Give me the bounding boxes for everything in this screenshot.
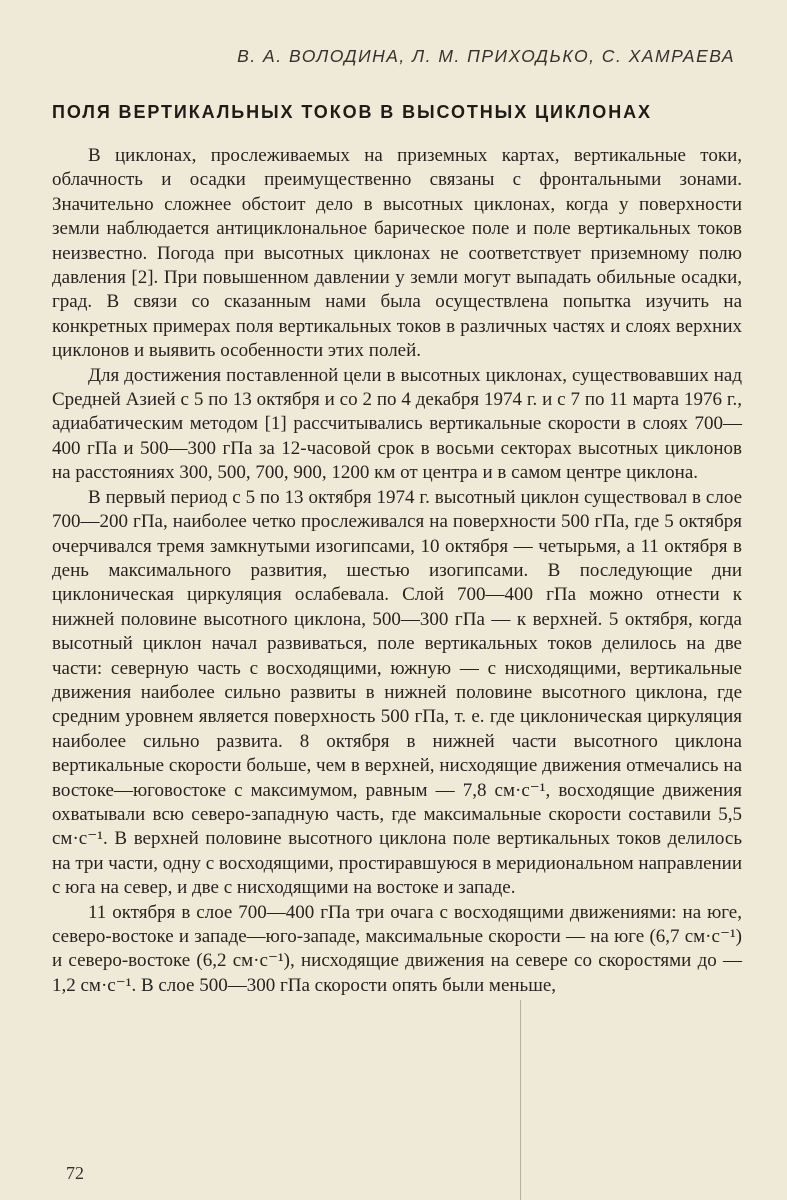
paragraph: 11 октября в слое 700—400 гПа три очага с восходящими движениями: на юге, северо-востоке и западе—юго-западе, максимальные скорости — на юге (6,7 см·с⁻¹) и северо-востоке (6,2 см·с⁻¹), нисходящие движения на севере со скоростями до —1,2 см·с⁻¹. В слое 500—300 гПа скорости опять были меньше, xyxy=(52,901,742,996)
paragraph: Для достижения поставленной цели в высотных циклонах, существовавших над Средней Азией с 5 по 13 октября и со 2 по 4 декабря 1974 г. и с 7 по 11 марта 1976 г., адиабатическим методом [1] рассчитывались вертикальные скорости в слоях 700—400 гПа и 500—300 гПа за 12-часовой срок в восьми секторах высотных циклонов на расстояниях 300, 500, 700, 900, 1200 км от центра и в самом центре циклона. xyxy=(52,364,742,484)
paragraph: В первый период с 5 по 13 октября 1974 г. высотный циклон существовал в слое 700—200 гПа, наиболее четко прослеживался на поверхности 500 гПа, где 5 октября очерчивался тремя замкнутыми изогипсами, 10 октября — четырьмя, а 11 октября в день максимального развития, шестью изогипсами. В последующие дни циклоническая циркуляция ослабевала. Слой 700—400 гПа можно отнести к нижней половине высотного циклона, 500—300 гПа — к верхней. 5 октября, когда высотный циклон начал развиваться, поле вертикальных токов делилось на две части: северную часть с восходящими, южную — с нисходящими, вертикальные движения наиболее сильно развиты в нижней половине высотного циклона, где средним уровнем является поверхность 500 гПа, т. е. где циклоническая циркуляция наиболее сильно развита. 8 октября в нижней части высотного циклона вертикальные скорости больше, чем в верхней, нисходящие движения отмечались на востоке—юговостоке с максимумом, равным — 7,8 см·с⁻¹, восходящие движения охватывали всю северо-западную часть, где максимальные скорости составили 5,5 см·с⁻¹. В верхней половине высотного циклона поле вертикальных токов делилось на три части, одну с восходящими, простиравшуюся в меридиональном направлении с юга на север, и две с нисходящими на востоке и западе. xyxy=(52,486,743,899)
running-header-authors: В. А. ВОЛОДИНА, Л. М. ПРИХОДЬКО, С. ХАМРАЕВА xyxy=(237,46,735,66)
page-fold-line xyxy=(520,1000,521,1200)
article-body xyxy=(52,144,742,998)
article-title: ПОЛЯ ВЕРТИКАЛЬНЫХ ТОКОВ В ВЫСОТНЫХ ЦИКЛОНАХ xyxy=(52,102,652,122)
page-number: 72 xyxy=(66,1163,84,1183)
paragraph: В циклонах, прослеживаемых на приземных картах, вертикальные токи, облачность и осадки преимущественно связаны с фронтальными зонами. Значительно сложнее обстоит дело в высотных циклонах, когда у поверхности земли наблюдается антициклональное барическое поле и поле вертикальных токов неизвестно. Погода при высотных циклонах не соответствует приземному полю давления [2]. При повышенном давлении у земли могут выпадать обильные осадки, град. В связи со сказанным нами была осуществлена попытка изучить на конкретных примерах поля вертикальных токов в различных частях и слоях верхних циклонов и выявить особенности этих полей. xyxy=(52,145,742,362)
